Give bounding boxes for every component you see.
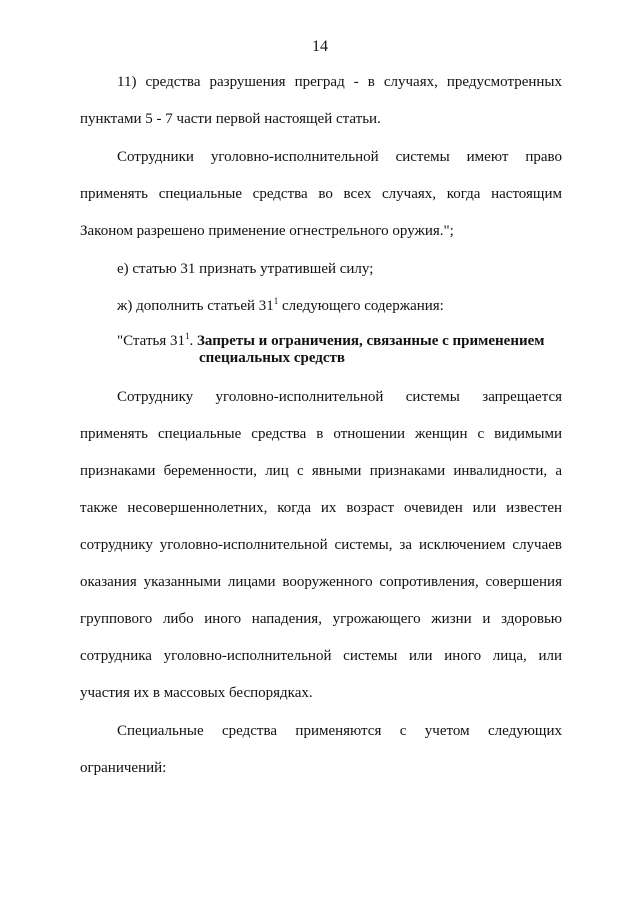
- paragraph-prohibition-line-2: применять специальные средства в отношении женщин с видимыми: [80, 426, 562, 442]
- article-add-superscript: 1: [273, 296, 279, 306]
- article-add-text-end: следующего содержания:: [278, 298, 444, 314]
- paragraph-prohibition-line-5: сотруднику уголовно-исполнительной системы, за исключением случаев: [80, 537, 562, 553]
- paragraph-staff-rights-line-3: Законом разрешено применение огнестрельного оружия.";: [80, 223, 454, 239]
- paragraph-prohibition-line-4: также несовершеннолетних, когда их возраст очевиден или известен: [80, 500, 562, 516]
- page-number: 14: [312, 38, 328, 55]
- article-heading-superscript: 1: [184, 331, 190, 341]
- paragraph-item-11-line-1: 11) средства разрушения преград - в случаях, предусмотренных: [117, 74, 562, 90]
- paragraph-prohibition-line-3: признаками беременности, лиц с явными признаками инвалидности, а: [80, 463, 562, 479]
- paragraph-article-31-repeal: е) статью 31 признать утратившей силу;: [117, 261, 374, 277]
- paragraph-prohibition-line-7: группового либо иного нападения, угрожающего жизни и здоровью: [80, 611, 562, 627]
- article-add-text: ж) дополнить статьей 31: [117, 298, 274, 314]
- paragraph-prohibition-line-9: участия их в массовых беспорядках.: [80, 685, 313, 701]
- paragraph-item-11-line-2: пунктами 5 - 7 части первой настоящей статьи.: [80, 111, 381, 127]
- paragraph-prohibition-line-1: Сотруднику уголовно-исполнительной системы запрещается: [117, 389, 562, 405]
- paragraph-restrictions-line-2: ограничений:: [80, 760, 167, 776]
- article-heading-title-line-2: специальных средств: [199, 350, 346, 366]
- paragraph-restrictions-line-1: Специальные средства применяются с учетом следующих: [117, 723, 562, 739]
- article-heading-prefix-end: .: [189, 333, 194, 349]
- article-heading: [117, 332, 545, 350]
- paragraph-staff-rights-line-1: Сотрудники уголовно-исполнительной системы имеют право: [117, 149, 562, 165]
- paragraph-staff-rights-line-2: применять специальные средства во всех случаях, когда настоящим: [80, 186, 562, 202]
- paragraph-article-31-1-add: [117, 297, 444, 315]
- article-heading-prefix: "Статья 31: [117, 333, 185, 349]
- paragraph-prohibition-line-8: сотрудника уголовно-исполнительной системы или иного лица, или: [80, 648, 562, 664]
- paragraph-prohibition-line-6: оказания указанными лицами вооруженного сопротивления, совершения: [80, 574, 562, 590]
- article-heading-title-line-1: Запреты и ограничения, связанные с применением: [196, 333, 545, 349]
